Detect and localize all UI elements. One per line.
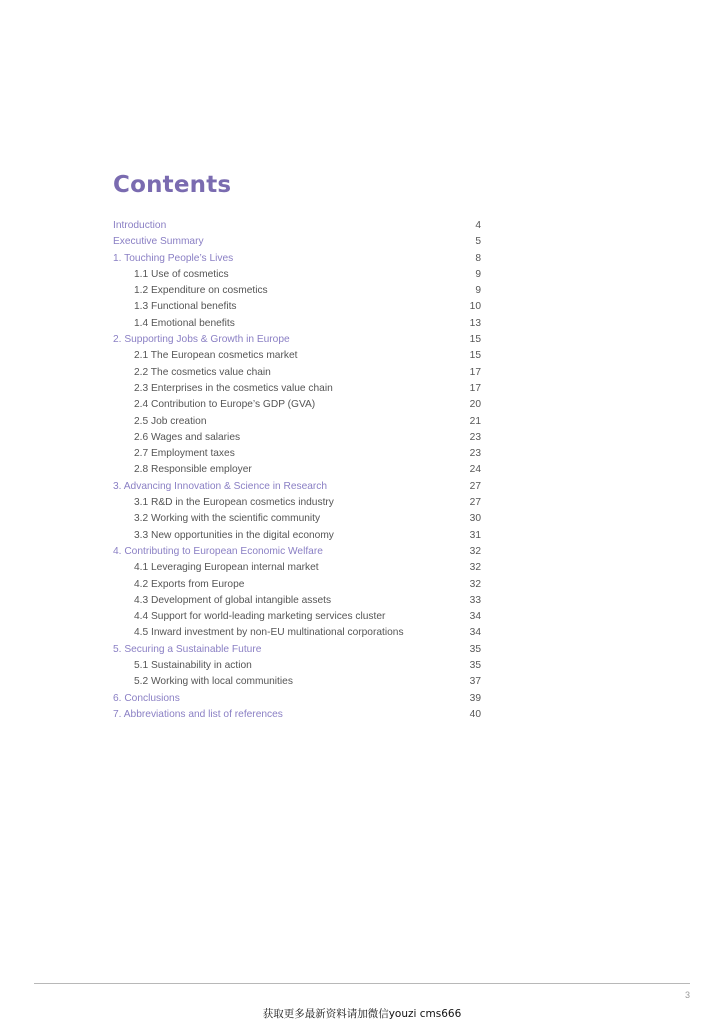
toc-entry-label: 2.8 Responsible employer <box>134 464 252 476</box>
toc-entry-page-number: 8 <box>475 252 481 264</box>
toc-entry-label: 2. Supporting Jobs & Growth in Europe <box>113 334 290 346</box>
toc-chapter-entry[interactable] <box>113 691 481 707</box>
toc-entry-page-number: 35 <box>469 660 481 672</box>
toc-section-entry[interactable] <box>113 560 481 576</box>
table-of-contents <box>113 218 481 723</box>
toc-entry-label: 1.4 Emotional benefits <box>134 317 235 329</box>
toc-entry-page-number: 32 <box>469 545 481 557</box>
toc-section-entry[interactable] <box>113 609 481 625</box>
toc-entry-page-number: 39 <box>469 692 481 704</box>
toc-section-entry[interactable] <box>113 267 481 283</box>
toc-entry-page-number: 37 <box>469 676 481 688</box>
toc-section-entry[interactable] <box>113 414 481 430</box>
toc-section-entry[interactable] <box>113 577 481 593</box>
toc-entry-label: 2.6 Wages and salaries <box>134 431 241 443</box>
toc-chapter-entry[interactable] <box>113 218 481 234</box>
toc-section-entry[interactable] <box>113 528 481 544</box>
toc-entry-page-number: 40 <box>469 708 481 720</box>
toc-entry-page-number: 33 <box>469 594 481 606</box>
toc-entry-page-number: 13 <box>469 317 481 329</box>
toc-entry-page-number: 27 <box>469 480 481 492</box>
toc-entry-page-number: 30 <box>469 513 481 525</box>
toc-entry-page-number: 5 <box>475 236 481 248</box>
toc-chapter-entry[interactable] <box>113 642 481 658</box>
toc-entry-page-number: 23 <box>469 448 481 460</box>
toc-entry-label: 5. Securing a Sustainable Future <box>113 643 262 655</box>
toc-entry-page-number: 24 <box>469 464 481 476</box>
toc-entry-label: 2.4 Contribution to Europe’s GDP (GVA) <box>134 399 316 411</box>
toc-entry-page-number: 32 <box>469 562 481 574</box>
toc-entry-page-number: 17 <box>469 366 481 378</box>
toc-chapter-entry[interactable] <box>113 544 481 560</box>
toc-entry-label: 5.1 Sustainability in action <box>134 660 252 672</box>
toc-entry-label: 3. Advancing Innovation & Science in Research <box>113 480 328 492</box>
toc-entry-label: 3.1 R&D in the European cosmetics industry <box>134 497 334 509</box>
toc-entry-label: 5.2 Working with local communities <box>134 676 293 688</box>
toc-section-entry[interactable] <box>113 283 481 299</box>
toc-section-entry[interactable] <box>113 462 481 478</box>
toc-section-entry[interactable] <box>113 397 481 413</box>
toc-entry-page-number: 21 <box>469 415 481 427</box>
toc-section-entry[interactable] <box>113 593 481 609</box>
toc-entry-page-number: 4 <box>475 220 481 231</box>
toc-entry-label: 4.1 Leveraging European internal market <box>134 562 319 574</box>
toc-chapter-entry[interactable] <box>113 707 481 723</box>
toc-entry-label: 1.3 Functional benefits <box>134 301 237 313</box>
toc-entry-label: 4. Contributing to European Economic Welfare <box>113 545 323 557</box>
toc-chapter-entry[interactable] <box>113 332 481 348</box>
toc-entry-label: 4.5 Inward investment by non-EU multinational corporations <box>134 627 404 639</box>
toc-entry-label: 2.3 Enterprises in the cosmetics value chain <box>134 382 333 394</box>
toc-entry-page-number: 9 <box>475 285 481 297</box>
toc-entry-label: 1.1 Use of cosmetics <box>134 268 229 280</box>
toc-entry-label: 1. Touching People’s Lives <box>113 252 234 264</box>
toc-entry-label: Introduction <box>113 220 167 231</box>
toc-entry-label: 1.2 Expenditure on cosmetics <box>134 285 268 297</box>
toc-entry-label: 2.1 The European cosmetics market <box>134 350 298 362</box>
toc-section-entry[interactable] <box>113 430 481 446</box>
toc-section-entry[interactable] <box>113 658 481 674</box>
toc-entry-label: 2.7 Employment taxes <box>134 448 235 460</box>
toc-entry-label: 4.2 Exports from Europe <box>134 578 245 590</box>
toc-section-entry[interactable] <box>113 511 481 527</box>
page-number: 3 <box>684 990 690 1000</box>
watermark-text: 获取更多最新资料请加微信youzi cms666 <box>262 1008 462 1020</box>
toc-entry-page-number: 35 <box>469 643 481 655</box>
toc-entry-label: 2.2 The cosmetics value chain <box>134 366 271 378</box>
toc-entry-label: 7. Abbreviations and list of references <box>113 708 283 720</box>
toc-entry-page-number: 20 <box>469 399 481 411</box>
toc-entry-label: 3.3 New opportunities in the digital economy <box>134 529 334 541</box>
toc-section-entry[interactable] <box>113 316 481 332</box>
toc-chapter-entry[interactable] <box>113 479 481 495</box>
toc-entry-page-number: 34 <box>469 611 481 623</box>
toc-entry-label: 4.4 Support for world-leading marketing services cluster <box>134 611 386 623</box>
toc-section-entry[interactable] <box>113 381 481 397</box>
toc-section-entry[interactable] <box>113 495 481 511</box>
toc-section-entry[interactable] <box>113 674 481 690</box>
toc-entry-label: 2.5 Job creation <box>134 415 207 427</box>
toc-entry-page-number: 17 <box>469 382 481 394</box>
toc-entry-page-number: 27 <box>469 497 481 509</box>
toc-entry-label: 3.2 Working with the scientific community <box>134 513 321 525</box>
toc-entry-page-number: 15 <box>469 334 481 346</box>
toc-section-entry[interactable] <box>113 299 481 315</box>
page-title: Contents <box>113 172 232 198</box>
toc-entry-page-number: 31 <box>469 529 481 541</box>
footer-divider <box>34 983 690 984</box>
toc-entry-page-number: 15 <box>469 350 481 362</box>
toc-entry-page-number: 9 <box>475 268 481 280</box>
toc-entry-label: Executive Summary <box>113 236 204 248</box>
toc-section-entry[interactable] <box>113 348 481 364</box>
toc-section-entry[interactable] <box>113 365 481 381</box>
toc-chapter-entry[interactable] <box>113 251 481 267</box>
toc-section-entry[interactable] <box>113 446 481 462</box>
toc-entry-page-number: 32 <box>469 578 481 590</box>
toc-section-entry[interactable] <box>113 625 481 641</box>
toc-entry-page-number: 23 <box>469 431 481 443</box>
toc-entry-page-number: 34 <box>469 627 481 639</box>
toc-entry-page-number: 10 <box>469 301 481 313</box>
toc-entry-label: 6. Conclusions <box>113 692 180 704</box>
toc-chapter-entry[interactable] <box>113 234 481 250</box>
toc-entry-label: 4.3 Development of global intangible assets <box>134 594 332 606</box>
